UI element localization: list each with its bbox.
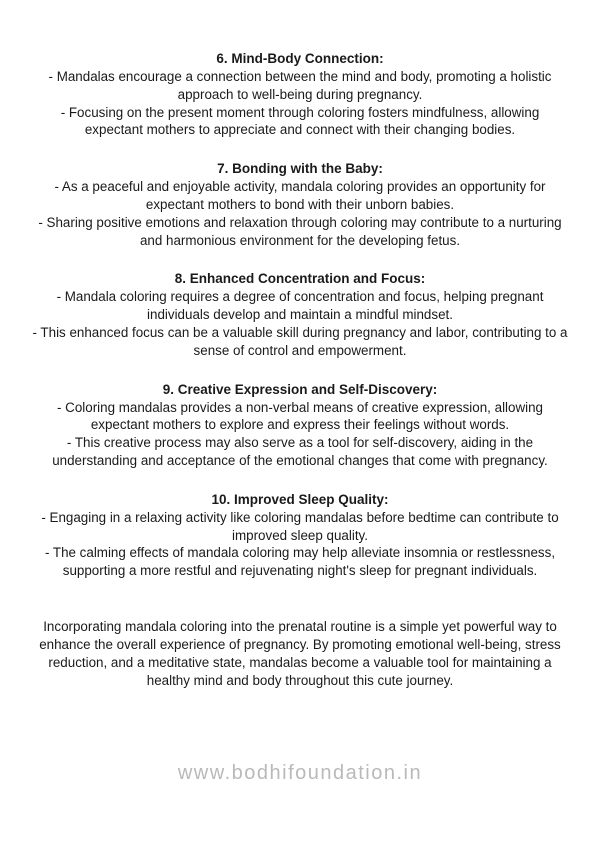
section-paragraph: - The calming effects of mandala coloring may help alleviate insomnia or restlessness, supporting a more restful and rejuvenating night's sleep for pregnant individuals. (44, 545, 556, 579)
section-enhanced-concentration (30, 270, 570, 359)
section-heading: 9. Creative Expression and Self-Discovery: (162, 381, 438, 397)
section-paragraph: - Mandala coloring requires a degree of concentration and focus, helping pregnant individuals develop and maintain a mindful mindset. (56, 289, 544, 323)
section-paragraph: - Coloring mandalas provides a non-verbal means of creative expression, allowing expectant mothers to explore and express their feelings without words. (56, 399, 544, 433)
section-heading: 6. Mind-Body Connection: (216, 51, 384, 66)
section-paragraph: - Focusing on the present moment through coloring fosters mindfulness, allowing expectant mothers to appreciate and connect with their changing bodies. (60, 104, 540, 138)
section-mind-body-connection (30, 50, 570, 139)
section-paragraph: - Engaging in a relaxing activity like coloring mandalas before bedtime can contribute to improved sleep quality. (41, 509, 559, 543)
conclusion-paragraph: Incorporating mandala coloring into the prenatal routine is a simple yet powerful way to enhance the overall experience of pregnancy. By promoting emotional well-being, stress reduction, and a meditative state, mandalas become a valuable tool for maintaining a healthy mind and body throughout this cute journey. (39, 618, 561, 688)
section-paragraph: - Sharing positive emotions and relaxation through coloring may contribute to a nurturing and harmonious environment for the developing fetus. (38, 214, 562, 248)
section-improved-sleep (30, 491, 570, 580)
section-paragraph: - Mandalas encourage a connection between the mind and body, promoting a holistic approach to well-being during pregnancy. (48, 69, 552, 102)
section-heading: 7. Bonding with the Baby: (217, 161, 383, 177)
section-paragraph: - This creative process may also serve as a tool for self-discovery, aiding in the understanding and acceptance of the emotional changes that come with pregnancy. (52, 435, 548, 468)
section-bonding-with-baby (30, 160, 570, 249)
section-heading: 10. Improved Sleep Quality: (211, 491, 389, 507)
section-creative-expression (30, 381, 570, 470)
section-heading: 8. Enhanced Concentration and Focus: (174, 271, 426, 287)
footer-website-link[interactable]: www.bodhifoundation.in (177, 762, 423, 784)
section-paragraph: - As a peaceful and enjoyable activity, mandala coloring provides an opportunity for expectant mothers to bond with their unborn babies. (54, 179, 546, 212)
section-paragraph: - This enhanced focus can be a valuable skill during pregnancy and labor, contributing to a sense of control and empowerment. (32, 324, 568, 358)
